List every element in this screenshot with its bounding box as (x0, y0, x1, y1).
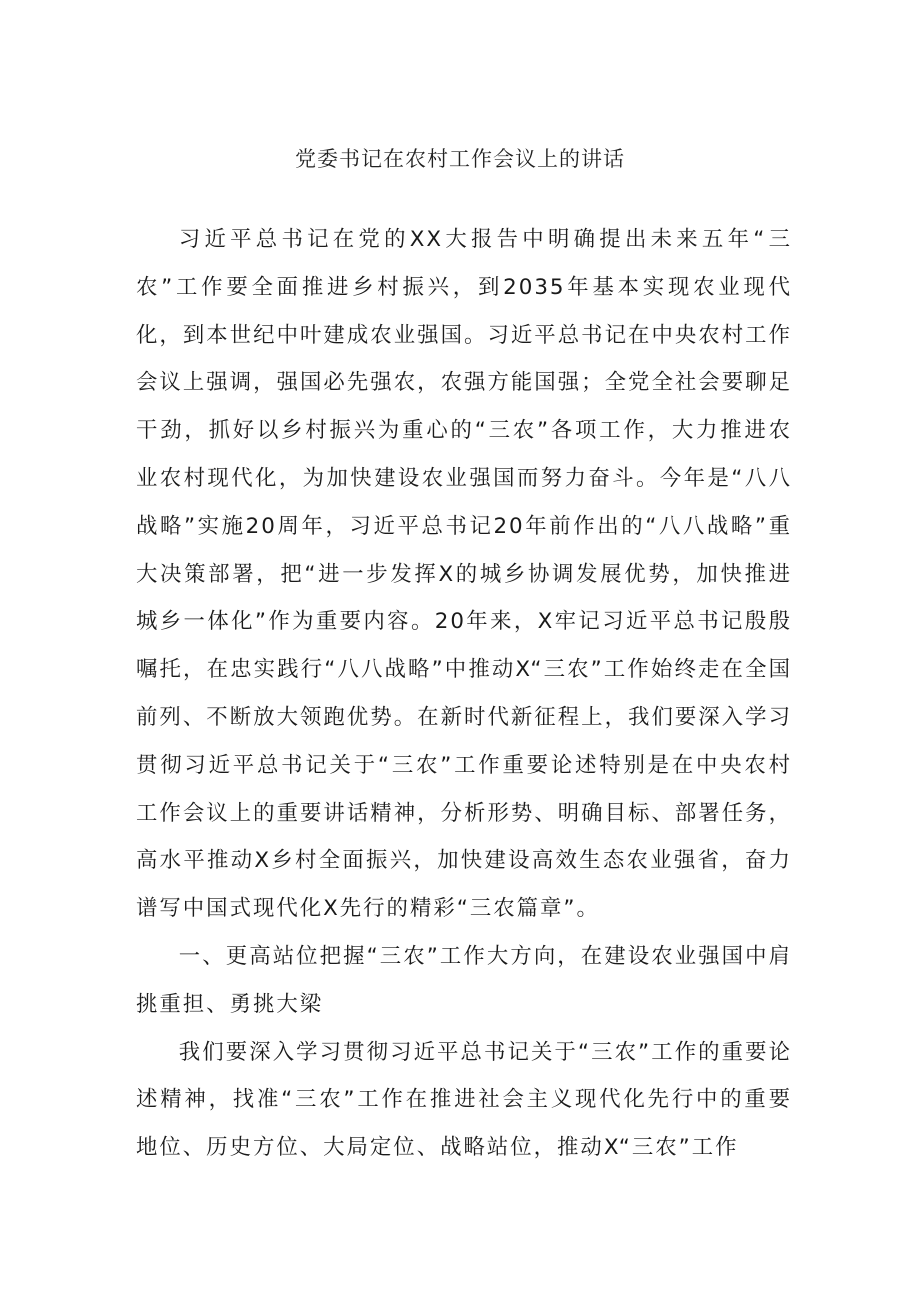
section-heading-1: 一、更高站位把握“三农”工作大方向，在建设农业强国中肩挑重担、勇挑大梁 (136, 943, 792, 1017)
paragraph-section-1: 我们要深入学习贯彻习近平总书记关于“三农”工作的重要论述精神，找准“三农”工作在推进社会主义现代化先行中的重要地位、历史方位、大局定位、战略站位，推动X“三农”工作 (136, 1039, 792, 1161)
paragraph-intro: 习近平总书记在党的XX大报告中明确提出未来五年“三农”工作要全面推进乡村振兴，到2035年基本实现农业现代化，到本世纪中叶建成农业强国。习近平总书记在中央农村工作会议上强调，强国必先强农，农强方能国强；全党全社会要聊足干劲，抓好以乡村振兴为重心的“三农”各项工作，大力推进农业农村现代化，为加快建设农业强国而努力奋斗。今年是“八八战略”实施20周年，习近平总书记20年前作出的“八八战略”重大决策部署，把“进一步发挥X的城乡协调发展优势，加快推进城乡一体化”作为重要内容。20年来，X牢记习近平总书记殷殷嘱托，在忠实践行“八八战略”中推动X“三农”工作始终走在全国前列、不断放大领跑优势。在新时代新征程上，我们要深入学习贯彻习近平总书记关于“三农”工作重要论述特别是在中央农村工作会议上的重要讲话精神，分析形势、明确目标、部署任务，高水平推动X乡村全面振兴，加快建设高效生态农业强省，奋力谱写中国式现代化X先行的精彩“三农篇章”。 (136, 227, 792, 922)
document-title: 党委书记在农村工作会议上的讲话 (295, 147, 625, 171)
document-body (136, 216, 792, 1172)
